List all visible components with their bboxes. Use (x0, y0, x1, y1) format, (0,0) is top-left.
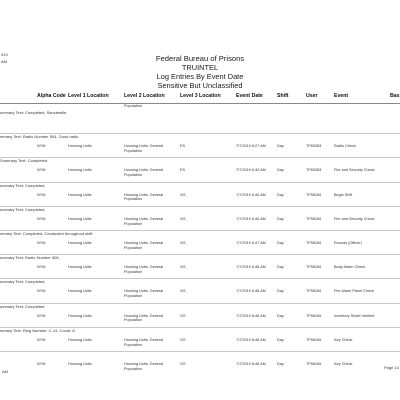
level2-line2: Population (124, 221, 142, 226)
cell-alpha: NYM (37, 216, 46, 221)
classification-title: Sensitive But Unclassified (157, 81, 243, 90)
cell-l1: Housing Units (68, 192, 92, 197)
cell-date: 7/7/2019 6:48 AM (236, 265, 266, 270)
cell-event: Fire and Security Check (334, 168, 375, 173)
col-bas: Bas (390, 93, 400, 99)
cell-user: TF58165 (306, 337, 322, 342)
level2-line2: Population (124, 366, 142, 371)
col-user: User (306, 93, 318, 99)
summary-text: ummary Text: Completed. (0, 182, 46, 188)
cell-event: Rounds (Officer) (334, 241, 362, 245)
level2-line1: Housing Units, General (124, 168, 164, 173)
row-divider (0, 133, 400, 134)
summary-text: ummary Text: Completed. (0, 279, 46, 285)
cell-level2-location (124, 362, 163, 372)
level2-line1: Housing Units, General (124, 241, 164, 245)
cell-alpha: NYM (37, 289, 46, 294)
cell-level2-location (124, 289, 163, 299)
summary-text: ummary Text: Radio Number 506, (0, 255, 60, 261)
cell-user: TF58165 (306, 216, 322, 221)
cell-event: Key Check (334, 362, 353, 366)
cell-user: TF58165 (306, 192, 322, 197)
cell-l3: GS (180, 313, 186, 318)
cell-l1: Housing Units (68, 168, 92, 173)
level2-line1: Housing Units, General (124, 337, 164, 342)
cell-alpha: NYM (37, 362, 46, 366)
col-level1-location: Level 1 Location (68, 93, 109, 99)
level2-line1: Housing Units, General (124, 216, 164, 221)
cell-l1: Housing Units (68, 289, 92, 294)
row-divider (0, 351, 400, 352)
system-title: TRUINTEL (181, 63, 219, 72)
cell-alpha: NYM (37, 192, 46, 197)
cell-l1: Housing Units (68, 144, 92, 149)
footer-left: AM (2, 369, 8, 374)
level2-line2: Population (124, 269, 142, 274)
level2-line2: Population (124, 342, 142, 347)
cell-user: TF83083 (306, 144, 322, 149)
col-level3-location: Level 3 Location (180, 93, 221, 99)
cell-user: TF83083 (306, 168, 322, 173)
corner-date-fragment: 019 (1, 52, 8, 57)
level2-line2: Population (124, 173, 142, 178)
cell-l3: GS (180, 289, 186, 294)
row-divider (0, 327, 400, 328)
cell-shift: Day (277, 168, 284, 173)
cell-level2-location (124, 168, 163, 178)
cell-event: Fire and Security Check (334, 216, 375, 221)
report-header (0, 54, 400, 90)
cell-event: Radio Check (334, 144, 356, 149)
cell-shift: Day (277, 313, 284, 318)
summary-text: mmary Text: Radio Number 504, Good radio (0, 134, 79, 140)
level2-line1: Housing Units, General (124, 362, 164, 366)
cell-shift: Day (277, 144, 284, 149)
report-title: Log Entries By Event Date (156, 72, 244, 81)
row-divider (0, 230, 400, 231)
cell-date: 7/7/2019 6:48 AM (236, 313, 266, 318)
cell-date: 7/7/2019 6:40 AM (236, 192, 266, 197)
cell-user: TF58165 (306, 289, 322, 294)
cell-l1: Housing Units (68, 337, 92, 342)
cell-l3: ES (180, 168, 186, 173)
cell-l3: GS (180, 216, 186, 221)
cell-user: TF58165 (306, 313, 322, 318)
summary-text: Summary Text: Completed. (0, 158, 49, 164)
cell-date: 7/7/2019 6:48 AM (236, 362, 266, 366)
cell-level2-location (124, 144, 163, 154)
cell-date: 7/7/2019 6:48 AM (236, 337, 266, 342)
summary-text: ummary Text: Completed. (0, 206, 46, 212)
summary-text: ummary Text: Completed. (0, 303, 46, 309)
cell-alpha: NYM (37, 168, 46, 173)
population-fragment: Population (124, 104, 142, 108)
cell-l1: Housing Units (68, 241, 92, 245)
cell-l1: Housing Units (68, 362, 92, 366)
cell-level2-location (124, 193, 163, 203)
col-level2-location: Level 2 Location (124, 93, 165, 99)
level2-line1: Housing Units, General (124, 289, 164, 294)
cell-user: TF58165 (306, 265, 322, 270)
cell-date: 7/7/2019 6:48 AM (236, 289, 266, 294)
row-divider (0, 278, 400, 279)
cell-l1: Housing Units (68, 265, 92, 270)
cell-l1: Housing Units (68, 216, 92, 221)
level2-line1: Housing Units, General (124, 313, 164, 318)
row-divider (0, 157, 400, 158)
level2-line2: Population (124, 294, 142, 299)
cell-l3: GS (180, 337, 186, 342)
corner-time-fragment: AM (1, 59, 7, 64)
cell-l3: ES (180, 144, 186, 149)
cell-level2-location (124, 338, 163, 348)
agency-title: Federal Bureau of Prisons (155, 54, 245, 63)
col-shift: Shift (277, 93, 289, 99)
cell-alpha: NYM (37, 337, 46, 342)
level2-line2: Population (124, 245, 142, 250)
cell-level2-location (124, 265, 163, 275)
row-divider (0, 182, 400, 183)
summary-text: ummary Text: Completed, Sanctestile. (0, 110, 68, 115)
cell-date: 7/7/2019 6:40 AM (236, 216, 266, 221)
cell-shift: Day (277, 192, 284, 197)
col-event: Event (334, 93, 349, 99)
cell-l1: Housing Units (68, 313, 92, 318)
cell-user: TF58165 (306, 362, 322, 366)
cell-event: Body Alarm Check (334, 265, 366, 270)
cell-event: Fire Alarm Panel Check (334, 289, 374, 294)
level2-line1: Housing Units, General (124, 192, 164, 197)
cell-date: 7/7/2019 6:32 AM (236, 168, 266, 173)
cell-shift: Day (277, 362, 284, 366)
summary-text: mmary Text: Ring Number: C-14, Count: 8. (0, 327, 76, 333)
cell-alpha: NYM (37, 144, 46, 149)
cell-date: 7/7/2019 6:27 AM (236, 144, 266, 149)
cell-shift: Day (277, 289, 284, 294)
cell-alpha: NYM (37, 241, 46, 245)
cell-shift: Day (277, 265, 284, 270)
row-divider (0, 303, 400, 304)
level2-line2: Population (124, 318, 142, 323)
cell-l3: GS (180, 192, 186, 197)
summary-text: mmary Text: Completed, Conducted throughout shift. (0, 231, 94, 236)
cell-l3: GS (180, 362, 186, 366)
cell-shift: Day (277, 216, 284, 221)
cell-level2-location (124, 241, 163, 251)
row-divider (0, 254, 400, 255)
cell-user: TF58165 (306, 241, 322, 245)
cell-event: Key Check (334, 337, 353, 342)
level2-line1: Housing Units, General (124, 144, 164, 149)
cell-shift: Day (277, 241, 284, 245)
row-divider (0, 206, 400, 207)
cell-level2-location (124, 314, 163, 324)
header-divider (0, 103, 400, 104)
page-number: Page 14 (384, 365, 399, 370)
cell-level2-location (124, 217, 163, 227)
cell-event: Begin Shift (334, 192, 353, 197)
level2-line1: Housing Units, General (124, 265, 164, 270)
col-event-date: Event Date (236, 93, 263, 99)
col-alpha-code: Alpha Code (37, 93, 66, 99)
cell-alpha: NYM (37, 265, 46, 270)
cell-event: Inventory Sheet Verified (334, 313, 375, 318)
cell-shift: Day (277, 337, 284, 342)
level2-line2: Population (124, 148, 142, 153)
cell-alpha: NYM (37, 313, 46, 318)
cell-date: 7/7/2019 6:47 AM (236, 241, 266, 245)
cell-l3: GS (180, 241, 186, 245)
level2-line2: Population (124, 197, 142, 202)
cell-l3: GS (180, 265, 186, 270)
